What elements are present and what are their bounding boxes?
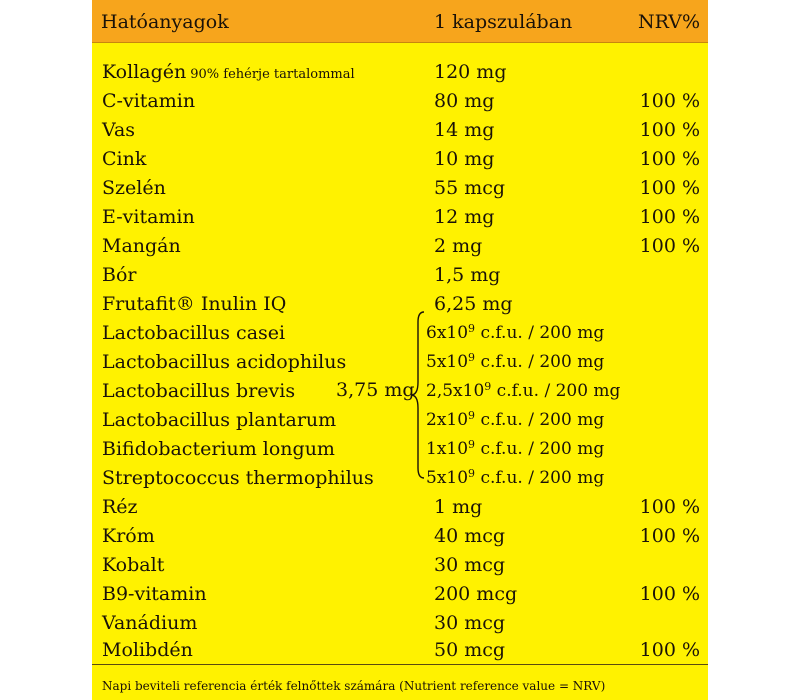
probiotic-cfu: $5x10^9$ c.f.u. / 200 mg	[426, 467, 605, 488]
table-row	[92, 495, 708, 524]
footer-divider	[92, 664, 708, 665]
ingredient-name: Réz	[102, 496, 138, 518]
ingredient-nrv: 100 %	[639, 583, 700, 605]
ingredient-amount: 50 mcg	[434, 639, 506, 661]
probiotic-cfu: $6x10^9$ c.f.u. / 200 mg	[426, 322, 605, 343]
table-row	[92, 118, 708, 147]
ingredient-nrv: 100 %	[639, 90, 700, 112]
ingredient-amount: 1,5 mg	[434, 264, 501, 286]
ingredient-nrv: 100 %	[639, 496, 700, 518]
probiotic-cfu: $5x10^9$ c.f.u. / 200 mg	[426, 351, 605, 372]
ingredients-table	[92, 0, 708, 700]
ingredient-nrv: 100 %	[639, 235, 700, 257]
ingredient-amount: 30 mcg	[434, 554, 506, 576]
table-row	[92, 638, 708, 667]
table-row	[92, 611, 708, 640]
ingredient-name: Króm	[102, 525, 155, 547]
ingredient-name: Molibdén	[102, 639, 193, 661]
ingredient-amount: 55 mcg	[434, 177, 506, 199]
probiotic-total-amount: 3,75 mg	[336, 379, 415, 401]
ingredient-amount: 6,25 mg	[434, 293, 513, 315]
ingredient-amount: 200 mcg	[434, 583, 518, 605]
ingredient-amount: 30 mcg	[434, 612, 506, 634]
probiotic-row	[92, 408, 708, 437]
probiotic-name: Streptococcus thermophilus	[102, 467, 374, 489]
ingredient-name: Mangán	[102, 235, 181, 257]
probiotic-row	[92, 466, 708, 495]
table-row	[92, 234, 708, 263]
probiotic-row	[92, 437, 708, 466]
ingredient-name: B9-vitamin	[102, 583, 207, 605]
table-row	[92, 89, 708, 118]
ingredient-nrv: 100 %	[639, 639, 700, 661]
table-row	[92, 176, 708, 205]
ingredient-name: Frutafit® Inulin IQ	[102, 293, 287, 315]
table-row	[92, 553, 708, 582]
header-ingredients: Hatóanyagok	[101, 11, 229, 33]
table-row	[92, 205, 708, 234]
probiotic-name: Lactobacillus brevis	[102, 380, 296, 402]
footnote: Napi beviteli referencia érték felnőttek számára (Nutrient reference value = NRV)	[102, 679, 606, 693]
probiotic-row	[92, 321, 708, 350]
ingredient-amount: 14 mg	[434, 119, 495, 141]
ingredient-amount: 10 mg	[434, 148, 495, 170]
ingredient-nrv: 100 %	[639, 206, 700, 228]
ingredient-amount: 40 mcg	[434, 525, 506, 547]
probiotic-name: Bifidobacterium longum	[102, 438, 335, 460]
ingredient-amount: 1 mg	[434, 496, 483, 518]
probiotic-name: Lactobacillus casei	[102, 322, 286, 344]
table-header	[92, 0, 708, 43]
curly-brace-icon	[409, 310, 427, 480]
ingredient-name: Szelén	[102, 177, 166, 199]
probiotic-name: Lactobacillus plantarum	[102, 409, 337, 431]
table-row	[92, 60, 708, 89]
header-per-capsule: 1 kapszulában	[434, 11, 573, 33]
ingredient-nrv: 100 %	[639, 119, 700, 141]
ingredient-nrv: 100 %	[639, 177, 700, 199]
ingredient-name: Bór	[102, 264, 137, 286]
probiotic-cfu: $2x10^9$ c.f.u. / 200 mg	[426, 409, 605, 430]
ingredient-amount: 80 mg	[434, 90, 495, 112]
ingredient-nrv: 100 %	[639, 148, 700, 170]
ingredient-name: Cink	[102, 148, 147, 170]
probiotic-cfu: $2,5x10^9$ c.f.u. / 200 mg	[426, 380, 621, 401]
ingredient-amount: 120 mg	[434, 61, 507, 83]
header-nrv: NRV%	[637, 11, 700, 33]
ingredient-name: C-vitamin	[102, 90, 196, 112]
ingredient-nrv: 100 %	[639, 525, 700, 547]
table-row	[92, 263, 708, 292]
ingredient-amount: 12 mg	[434, 206, 495, 228]
table-row	[92, 524, 708, 553]
probiotic-cfu: $1x10^9$ c.f.u. / 200 mg	[426, 438, 605, 459]
ingredient-name: Kollagén 90% fehérje tartalommal	[102, 61, 355, 83]
ingredient-name: Kobalt	[102, 554, 165, 576]
ingredient-name: Vas	[102, 119, 136, 141]
table-row	[92, 582, 708, 611]
probiotic-row	[92, 350, 708, 379]
probiotic-name: Lactobacillus acidophilus	[102, 351, 347, 373]
ingredient-name: Vanádium	[102, 612, 198, 634]
table-row	[92, 147, 708, 176]
ingredient-note: 90% fehérje tartalommal	[190, 67, 355, 82]
ingredient-name: E-vitamin	[102, 206, 195, 228]
table-row	[92, 292, 708, 321]
ingredient-amount: 2 mg	[434, 235, 483, 257]
